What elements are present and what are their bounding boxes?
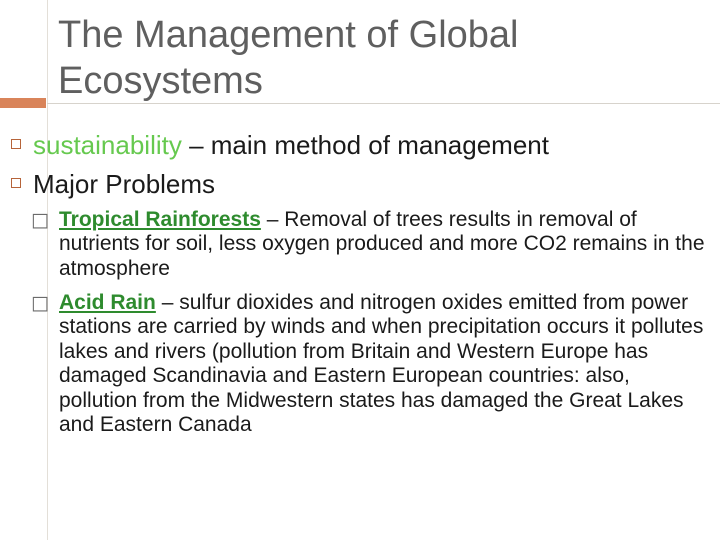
square-bullet-icon [11,178,21,188]
sub-bullet-acid-rain [31,291,711,437]
sub-bullet-text: – sulfur dioxides and nitrogen oxides emitted from power stations are carried by winds and when precipitation occurs it pollutes lakes and rivers (pollution from Britain and Western Europe has damaged Scandinavia and Eastern European countries: also, pollution from the Midwestern states has damaged the Great Lakes and Eastern Canada [59,291,704,437]
sub-bullet-box-icon: □ [31,292,49,314]
highlight-term: sustainability [33,130,182,160]
sub-bullet-rainforests [31,208,711,281]
bullet-text [33,128,549,162]
accent-block [0,98,46,108]
term-acid-rain: Acid Rain [59,291,156,314]
slide-title: The Management of Global Ecosystems [58,14,519,102]
sub-bullet-text: – Removal of trees results in removal of nutrients for soil, less oxygen produced and more CO2 remains in the atmosphere [59,208,705,280]
bullet-rest: – main method of management [181,130,549,160]
slide-frame-line [47,0,48,540]
square-bullet-icon [11,139,21,149]
sub-bullet-box-icon: □ [31,209,49,231]
bullet-text: Major Problems [33,169,216,199]
term-tropical-rainforests: Tropical Rainforests [59,208,261,231]
